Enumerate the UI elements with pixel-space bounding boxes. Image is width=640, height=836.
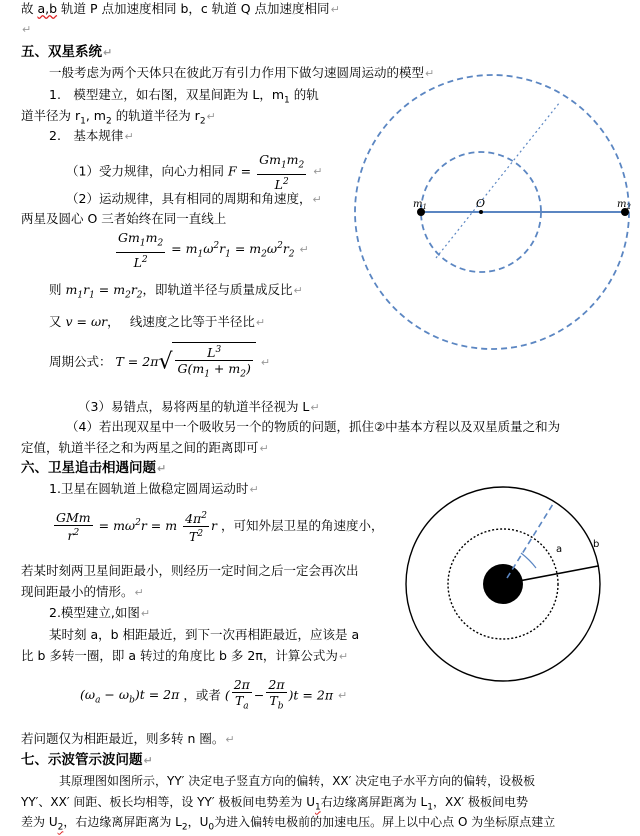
formula-line: $\frac{\text{GMm}}{r^2}$ = $m\omega^2r = m$ $\frac{4\pi^2}{T^2}$ r ，可知外层卫星的角速度小，	[56, 510, 384, 545]
text-line: 故 a,b 轨道 P 点加速度相同 b，c 轨道 Q 点加速度相同↵	[21, 1, 340, 16]
section-title-6: 六、卫星追击相遇问题↵	[21, 460, 167, 476]
underlined-text: a,b	[37, 1, 58, 16]
text-line: 1.卫星在圆轨道上做稳定圆周运动时↵	[49, 481, 259, 496]
text-line: 其原理图如图所示，YY′ 决定电子竖直方向的偏转，XX′ 决定电子水平方向的偏转，设极板	[59, 774, 536, 788]
label-b: b	[593, 539, 600, 550]
text-line: 现间距最小的情形。↵	[21, 584, 144, 599]
text-line: 一般考虑为两个天体只在彼此万有引力作用下做匀速圆周运动的模型↵	[49, 65, 435, 80]
section-title-7: 七、示波管示波问题↵	[21, 752, 153, 768]
text-line: YY′、XX′ 间距、板长均相等，设 YY′ 极板间电势差为 $U_1$右边缘离屏距离为 $L_1$，XX′ 极板间电势	[21, 795, 528, 813]
text-line: （3）易错点，易将两星的轨道半径视为 L↵	[78, 399, 320, 414]
text-line: 2. 基本规律↵	[49, 128, 134, 143]
formula-line: 周期公式： T = 2π√ $\frac{L^3}{G(m_1 + m_2)}$ ↵	[49, 342, 270, 383]
text-line: 比 b 多转一圈，即 a 转过的角度比 b 多 2π，计算公式为↵	[21, 648, 349, 663]
text-line: 若问题仅为相距最近，则多转 n 圈。↵	[21, 731, 235, 746]
label-m1: $m_1$	[413, 199, 427, 211]
text-line: 两星及圆心 O 三者始终在同一直线上	[21, 211, 227, 226]
text-line: （4）若出现双星中一个吸收另一个的物质的问题，抓住②中基本方程以及双星质量之和为	[66, 419, 561, 434]
section-title-5: 五、双星系统↵	[21, 44, 113, 60]
label-a: a	[556, 544, 563, 555]
text-line: 2.模型建立,如图↵	[49, 605, 151, 620]
label-m2: $m_2$	[617, 199, 631, 211]
text-line: 定值，轨道半径之和为两星之间的距离即可↵	[21, 440, 269, 455]
angle-arc	[521, 553, 536, 568]
formula-line: 又 v = ωr， 线速度之比等于半径比↵	[49, 314, 266, 329]
label-o: O	[476, 197, 486, 210]
formula-line: 则 $m_1r_1 = m_2r_2$，即轨道半径与质量成反比↵	[49, 282, 303, 301]
text-line: （2）运动规律，具有相同的周期和角速度，↵	[66, 191, 322, 206]
formula-line: $(\omega_a - \omega_b)t = 2\pi$ ，或者 ( $\frac{2\pi}{T_a}$ − $\frac{2\pi}{T_b}$ )t = 2π ↵	[80, 677, 348, 712]
text-line: 若某时刻两卫星间距最小，则经历一定时间之后一定会再次出	[21, 563, 359, 578]
text-line: 道半径为 $r_1$, $m_2$ 的轨道半径为 $r_2↵$	[21, 108, 216, 127]
formula-line: （1）受力规律，向心力相同 F = $\frac{Gm_1m_2}{L^2}$ ↵	[66, 152, 323, 192]
text-line: 某时刻 a，b 相距最近，到下一次再相距最近，应该是 a	[49, 627, 360, 642]
radius-a	[507, 504, 553, 578]
text-line: 1. 模型建立，如右图，双星间距为 L，$m_1$ 的轨	[49, 87, 319, 106]
paragraph-mark: ↵	[22, 23, 32, 36]
paragraph-mark: ↵	[330, 3, 340, 16]
text-line: 差为 $U_2$，右边缘离屏距离为 $L_2$，$U_0$为进入偏转电极前的加速电压。屏上以中心点 O 为坐标原点建立	[21, 815, 556, 833]
formula-line: $\frac{Gm_1m_2}{L^2}$ = $m_1\omega^2r_1 = m_2\omega^2r_2$ ↵	[118, 230, 309, 270]
